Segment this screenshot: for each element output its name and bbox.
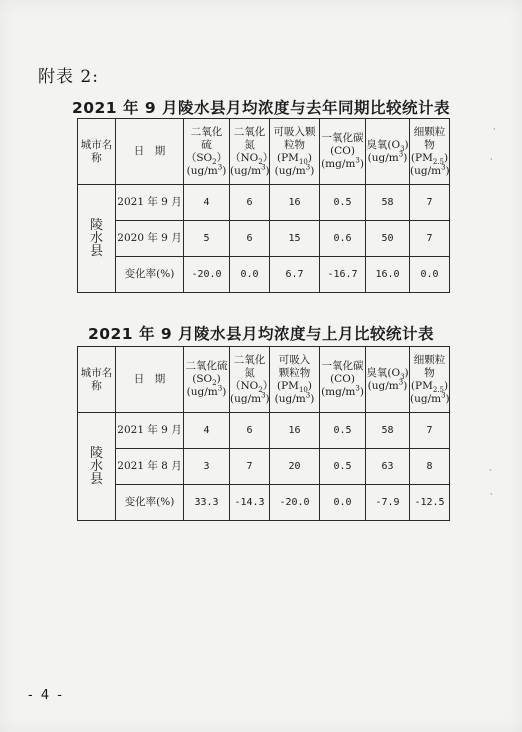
pm25-line2: (PM	[410, 151, 433, 164]
no2-unit-close: )	[265, 164, 270, 177]
city-char: 陵	[89, 218, 103, 233]
city-char: 县	[89, 244, 103, 259]
o3-sub: 3	[400, 372, 405, 381]
pm25-value: 7	[410, 221, 450, 257]
so2-value: 33.3	[184, 485, 230, 521]
pm25-close: )	[443, 379, 449, 392]
header-no2	[230, 119, 274, 185]
o3-sup: 3	[398, 378, 404, 386]
no2-close: ）	[262, 151, 274, 164]
o3-unit: (ug/m	[367, 379, 399, 392]
city-char: 水	[89, 231, 103, 246]
no2-value: 6	[230, 221, 270, 257]
pm25-close: )	[443, 151, 449, 164]
table-2-header-row	[78, 347, 450, 413]
city-char: 水	[89, 459, 103, 474]
pm10-unit: (ug/m	[274, 164, 306, 177]
no2-line2: 氮（NO	[230, 366, 259, 392]
pm25-sub: 2.5	[432, 157, 444, 166]
table-row	[78, 221, 450, 257]
co-value: 0.0	[320, 485, 366, 521]
so2-sup: 3	[217, 163, 223, 171]
pm25-value: -12.5	[410, 485, 450, 521]
o3-sub: 3	[400, 144, 405, 153]
o3-sup: 3	[398, 150, 404, 158]
pm10-unit-close: )	[310, 392, 315, 405]
table-row	[78, 485, 450, 521]
no2-unit-close: )	[265, 392, 270, 405]
pm25-unit: (ug/m	[410, 164, 442, 177]
city-name	[78, 185, 116, 293]
table-row	[78, 413, 450, 449]
header-o3	[366, 119, 410, 185]
header-date	[116, 119, 184, 185]
header-pm10	[270, 119, 320, 185]
o3-value: 50	[366, 221, 410, 257]
o3-close: )	[404, 366, 409, 379]
no2-sup: 3	[261, 391, 266, 399]
pm25-line1: 细颗粒物	[413, 125, 446, 151]
scan-speck: ·	[489, 466, 492, 475]
o3-line1: 臭氧(O	[366, 138, 401, 151]
co-unit-close: )	[359, 158, 364, 170]
pm10-line3: (PM	[277, 379, 299, 392]
pm25-value: 7	[410, 413, 450, 449]
scan-speck: ·	[493, 125, 496, 134]
co-value: -16.7	[320, 257, 366, 293]
pm10-sub: 10	[298, 385, 308, 394]
pm25-value: 7	[410, 185, 450, 221]
header-date-text: 日 期	[133, 145, 166, 157]
header-co	[320, 347, 366, 413]
o3-unit-close: )	[403, 151, 408, 164]
date-cell: 2020 年 9 月	[116, 221, 184, 257]
so2-sup: 3	[217, 384, 223, 393]
pm10-value: 16	[270, 185, 320, 221]
pm10-line3: (PM	[277, 151, 299, 164]
header-o3	[366, 347, 410, 413]
pm25-line1: 细颗粒物	[413, 353, 446, 379]
pm10-line1: 可吸入颗	[273, 125, 316, 138]
pm10-close: )	[307, 379, 312, 392]
pm25-sup: 3	[441, 163, 446, 171]
so2-value: 4	[184, 185, 230, 221]
header-co	[320, 119, 366, 185]
o3-value: 58	[366, 413, 410, 449]
table-1-header-row	[78, 119, 450, 185]
pm10-sup: 3	[305, 163, 311, 171]
co-line2: (CO)	[330, 373, 355, 385]
date-cell: 2021 年 9 月	[116, 185, 184, 221]
date-cell: 变化率(%)	[116, 257, 184, 293]
so2-unit-close: )	[222, 164, 227, 177]
city-char: 陵	[89, 446, 103, 461]
table-1-title: 2021 年 9 月陵水县月均浓度与去年同期比较统计表	[71, 99, 451, 117]
pm10-unit-close: )	[310, 164, 315, 177]
no2-line1: 二氧化	[233, 125, 266, 138]
so2-close: ）	[216, 151, 228, 164]
header-date-text: 日 期	[133, 373, 166, 385]
so2-value: 5	[184, 221, 230, 257]
co-value: 0.6	[320, 221, 366, 257]
pm10-line2: 粒物	[284, 138, 305, 151]
co-line2: (CO)	[330, 145, 355, 157]
header-so2	[184, 119, 230, 185]
o3-line1: 臭氧(O	[366, 366, 401, 379]
co-line1: 一氧化碳	[321, 360, 364, 372]
pm25-value: 0.0	[410, 257, 450, 293]
scan-speck: ·	[490, 490, 493, 499]
pm10-value: -20.0	[270, 485, 320, 521]
pm10-line2: 颗粒物	[278, 366, 311, 379]
o3-close: )	[404, 138, 409, 151]
table-row	[78, 449, 450, 485]
header-city-text: 城市名称	[80, 366, 113, 392]
co-value: 0.5	[320, 185, 366, 221]
header-no2	[230, 347, 274, 413]
co-unit-close: )	[359, 386, 364, 398]
header-city	[78, 119, 116, 185]
so2-sub: 2	[212, 379, 217, 388]
so2-unit-close: )	[222, 386, 227, 398]
city-char: 县	[89, 472, 103, 487]
table-2	[77, 346, 450, 521]
no2-sub: 2	[258, 385, 263, 394]
so2-value: 3	[184, 449, 230, 485]
no2-value: -14.3	[230, 485, 270, 521]
pm25-sub: 2.5	[432, 385, 444, 394]
pm10-value: 20	[270, 449, 320, 485]
no2-value: 0.0	[230, 257, 270, 293]
header-city-text: 城市名称	[80, 138, 113, 164]
date-cell: 2021 年 9 月	[116, 413, 184, 449]
o3-unit-close: )	[403, 379, 408, 392]
header-date	[116, 347, 184, 413]
header-pm25	[410, 347, 450, 413]
no2-value: 7	[230, 449, 270, 485]
o3-value: 58	[366, 185, 410, 221]
co-line1: 一氧化碳	[321, 132, 364, 144]
pm25-sup: 3	[441, 391, 446, 399]
table-2-title: 2021 年 9 月陵水县月均浓度与上月比较统计表	[87, 325, 435, 343]
no2-close: ）	[262, 379, 274, 392]
pm25-unit: (ug/m	[410, 392, 442, 405]
table-1	[77, 118, 450, 293]
so2-value: -20.0	[184, 257, 230, 293]
no2-sub: 2	[258, 157, 263, 166]
no2-unit: (ug/m	[230, 164, 262, 177]
city-name	[78, 413, 116, 521]
pm10-value: 6.7	[270, 257, 320, 293]
o3-value: 63	[366, 449, 410, 485]
pm10-close: )	[307, 151, 312, 164]
date-cell: 2021 年 8 月	[116, 449, 184, 485]
header-pm25	[410, 119, 450, 185]
co-unit: (mg/m	[321, 386, 356, 398]
table-row	[78, 257, 450, 293]
o3-unit: (ug/m	[367, 151, 399, 164]
so2-close: )	[216, 373, 221, 385]
date-cell: 变化率(%)	[116, 485, 184, 521]
co-value: 0.5	[320, 449, 366, 485]
header-city	[78, 347, 116, 413]
no2-line1: 二氧化	[233, 353, 266, 366]
header-pm10	[270, 347, 320, 413]
pm10-sub: 10	[298, 157, 308, 166]
co-sup: 3	[355, 384, 360, 393]
so2-line2: 硫（SO	[185, 138, 213, 164]
pm25-unit-close: )	[445, 392, 450, 405]
o3-value: -7.9	[366, 485, 410, 521]
pm10-value: 16	[270, 413, 320, 449]
pm10-line1: 可吸入	[278, 353, 311, 366]
pm25-value: 8	[410, 449, 450, 485]
pm25-unit-close: )	[445, 164, 450, 177]
co-unit: (mg/m	[321, 158, 356, 170]
so2-line1: 二氧化	[190, 125, 223, 138]
co-value: 0.5	[320, 413, 366, 449]
so2-unit: (ug/m	[186, 386, 218, 398]
attachment-label: 附表 2:	[38, 67, 99, 87]
so2-line2: (SO	[192, 373, 213, 385]
pm10-unit: (ug/m	[274, 392, 306, 405]
page-number: - 4 -	[28, 688, 64, 703]
pm25-line2: (PM	[410, 379, 433, 392]
table-row	[78, 185, 450, 221]
o3-value: 16.0	[366, 257, 410, 293]
no2-sup: 3	[261, 163, 266, 171]
no2-unit: (ug/m	[230, 392, 262, 405]
no2-line2: 氮（NO	[230, 138, 259, 164]
scan-speck: ·	[490, 155, 493, 164]
so2-line1: 二氧化硫	[185, 360, 228, 372]
so2-unit: (ug/m	[186, 164, 218, 177]
so2-sub: 2	[212, 157, 217, 166]
co-sup: 3	[355, 156, 360, 165]
pm10-sup: 3	[305, 391, 311, 399]
pm10-value: 15	[270, 221, 320, 257]
no2-value: 6	[230, 413, 270, 449]
header-so2	[184, 347, 230, 413]
no2-value: 6	[230, 185, 270, 221]
so2-value: 4	[184, 413, 230, 449]
